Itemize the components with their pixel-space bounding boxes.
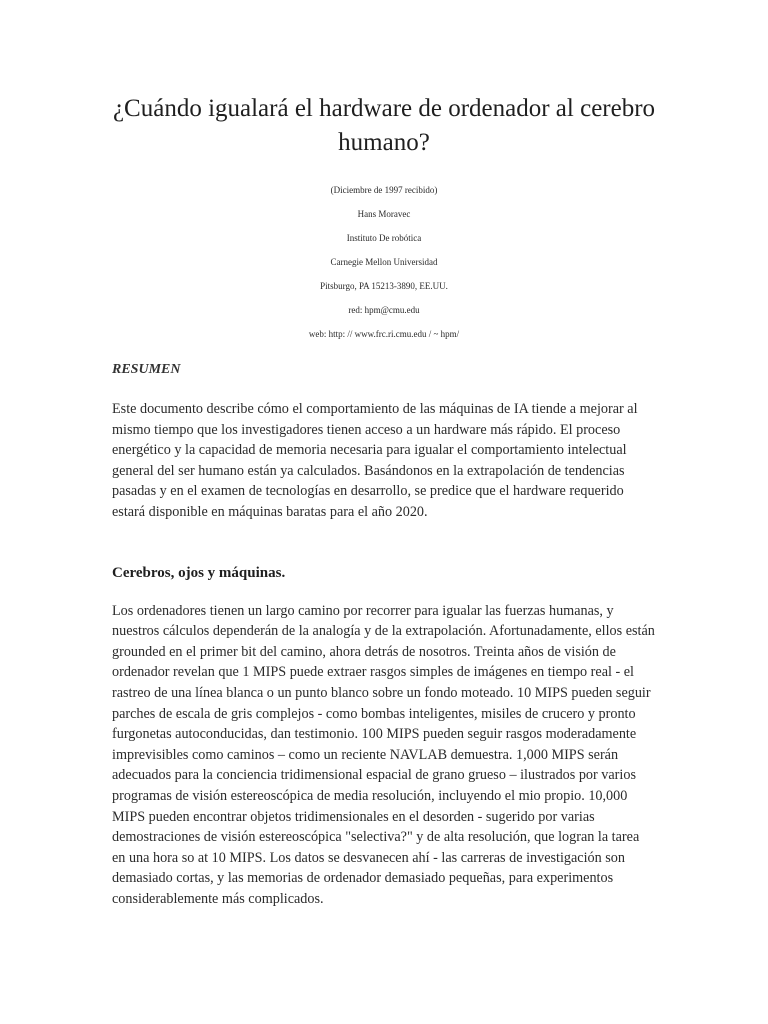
university: Carnegie Mellon Universidad xyxy=(330,257,438,267)
section-paragraph: Los ordenadores tienen un largo camino por recorrer para igualar las fuerzas humanas, y nuestros cálculos dependerán de la analogía y de la extrapolación. Afortunadamente, ellos están grounded en el primer bit del camino, ahora detrás de nosotros. Treinta años de visión de ordenador revelan que 1 MIPS puede extraer rasgos simples de imágenes en tiempo real - el rastreo de una línea blanca o un punto blanco sobre un fondo moteado. 10 MIPS pueden seguir parches de escala de gris complejos - como bombas inteligentes, misiles de crucero y pronto furgonetas autoconducidas, dan testimonio. 100 MIPS pueden seguir rasgos moderadamente imprevisibles como caminos – como un reciente NAVLAB demuestra. 1,000 MIPS serán adecuados para la conciencia tridimensional espacial de grano grueso – ilustrados por varios programas de visión estereoscópica de media resolución, incluyendo el mio propio. 10,000 MIPS pueden encontrar objetos tridimensionales en el desorden - sugerido por varias demostraciones de visión estereoscópica "selectiva?" y de alta resolución, que logran la tarea en una hora so at 10 MIPS. Los datos se desvanecen ahí - las carreras de investigación son demasiado cortas, y las memorias de ordenador demasiado pequeñas, para experimentos considerablemente más complicados. xyxy=(112,602,655,907)
website: web: http: // www.frc.ri.cmu.edu / ~ hpm/ xyxy=(308,329,460,339)
document-title: ¿Cuándo igualará el hardware de ordenador al cerebro humano? xyxy=(112,95,656,156)
address: Pitsburgo, PA 15213-3890, EE.UU. xyxy=(320,281,448,291)
institute: Instituto De robótica xyxy=(346,233,422,243)
author-info xyxy=(112,178,656,346)
received-date: (Diciembre de 1997 recibido) xyxy=(330,185,438,195)
abstract-heading: RESUMEN xyxy=(112,362,181,377)
abstract-paragraph: Este documento describe cómo el comportamiento de las máquinas de IA tiende a mejorar al mismo tiempo que los investigadores tienen acceso a un hardware más rápido. El proceso energético y la capacidad de memoria necesaria para igualar el comportamiento intelectual general del ser humano están ya calculados. Basándonos en la extrapolación de tendencias pasadas y en el examen de tecnologías en desarrollo, se predice que el hardware requerido estará disponible en máquinas baratas para el año 2020. xyxy=(112,401,638,520)
section-heading: Cerebros, ojos y máquinas. xyxy=(112,564,286,581)
email: red: hpm@cmu.edu xyxy=(348,305,420,315)
author-name: Hans Moravec xyxy=(357,209,411,219)
